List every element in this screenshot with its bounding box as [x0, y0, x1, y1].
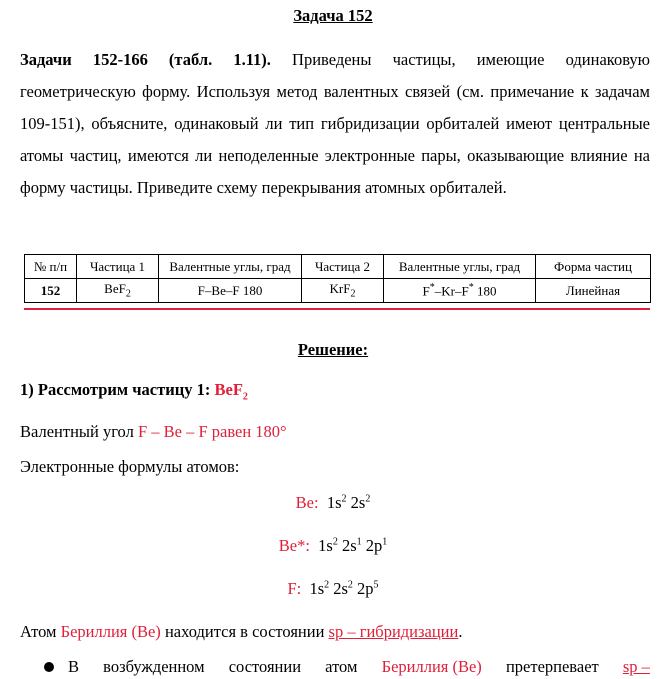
angle-2-cell: F*–Kr–F* 180	[384, 279, 536, 303]
particles-table	[24, 254, 651, 303]
table-header: Валентные углы, град	[159, 255, 302, 279]
shape-cell: Линейная	[536, 279, 651, 303]
table-header: Частица 2	[302, 255, 384, 279]
task-description	[20, 44, 650, 204]
table-header: Валентные углы, град	[384, 255, 536, 279]
be-excited-formula: Be*: $1s^2$ $2s^1$ $2p^1$	[278, 536, 388, 555]
f-formula: F: $1s^2$ $2s^2$ $2p^5$	[287, 579, 379, 598]
table-row	[25, 279, 651, 303]
task-range-label: Задачи 152-166 (табл. 1.11).	[20, 50, 271, 69]
hybridization-line: Атом Бериллия (Be) находится в состоянии sp – гибридизации.	[20, 622, 463, 641]
table-header: Форма частиц	[536, 255, 651, 279]
table-header-row	[25, 255, 651, 279]
row-number: 152	[25, 279, 77, 303]
valence-angle-line: Валентный угол F – Be – F равен 180°	[20, 422, 287, 441]
bullet-text: В возбужденном состоянии атом Бериллия (Be) претерпевает sp –	[68, 657, 650, 676]
step-1-heading: 1) Рассмотрим частицу 1: BeF$_2$	[20, 380, 248, 403]
red-underline	[24, 308, 650, 310]
table-header: № п/п	[25, 255, 77, 279]
particle-1-cell: BeF$_2$	[77, 279, 159, 303]
solution-heading: Решение:	[297, 340, 369, 359]
table-header: Частица 1	[77, 255, 159, 279]
angle-1-cell: F–Be–F 180	[159, 279, 302, 303]
bullet-dot	[44, 662, 54, 672]
task-title: Задача 152	[293, 6, 373, 25]
be-formula: Be: $1s^2$ $2s^2$	[295, 493, 371, 512]
formulas-label: Электронные формулы атомов:	[20, 457, 240, 476]
particle-2-cell: KrF$_2$	[302, 279, 384, 303]
task-text: Приведены частицы, имеющие одинаковую геометрическую форму. Используя метод валентных связей (см. примечание к задачам 109-151), объясните, одинаковый ли тип гибридизации орбиталей имеют центральные атомы частиц, имеются ли неподеленные электронные пары, оказывающие влияние на форму частицы. Приведите схему перекрывания атомных орбиталей.	[20, 50, 651, 197]
